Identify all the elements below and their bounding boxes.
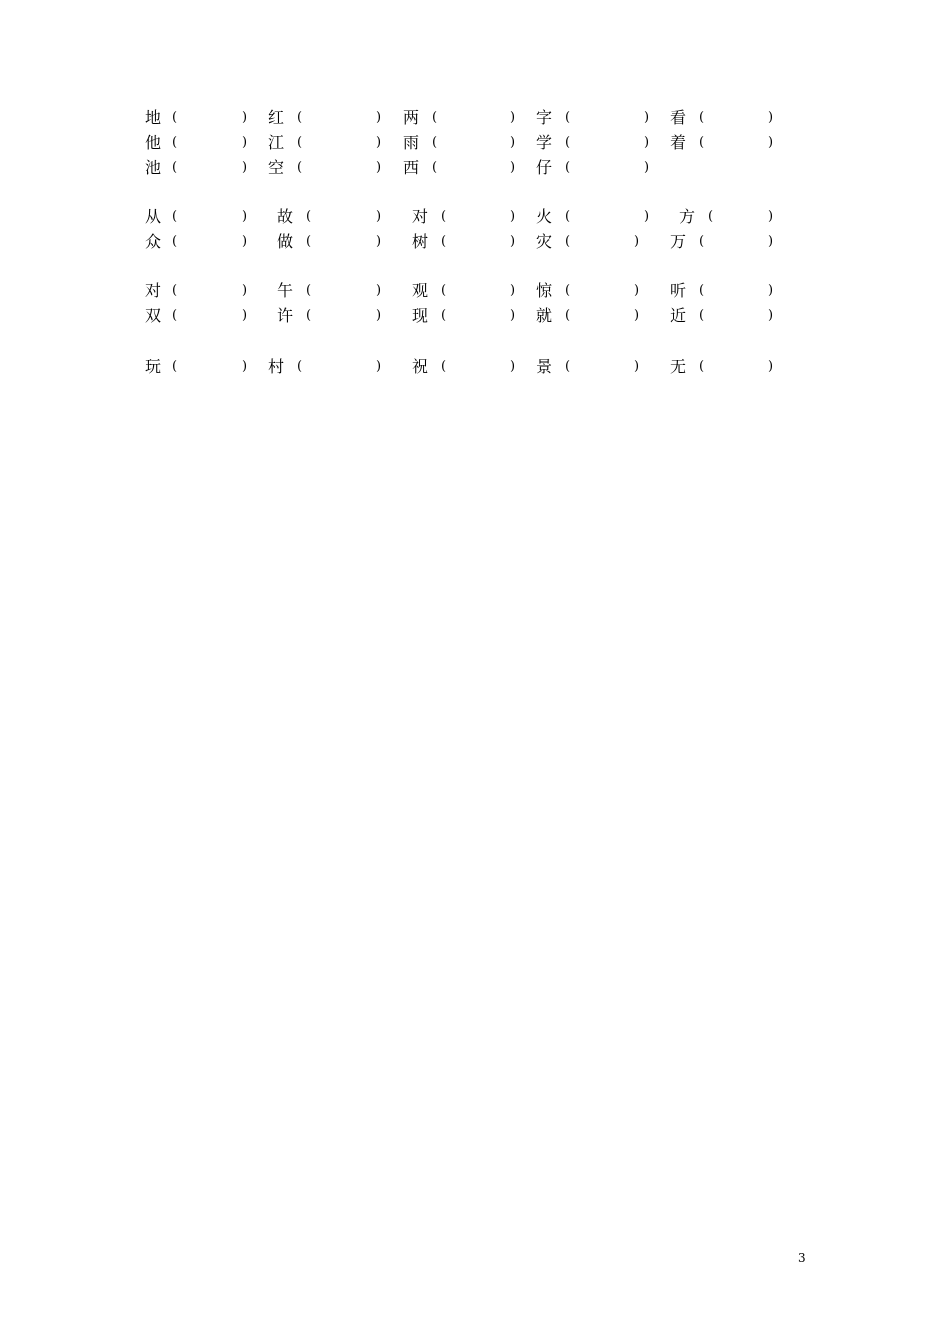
answer-blank-open: ( bbox=[699, 308, 705, 323]
answer-blank-close: ) bbox=[768, 110, 774, 125]
character-prompt: 灾 bbox=[536, 232, 553, 251]
character-prompt: 双 bbox=[145, 306, 162, 325]
answer-blank-open: ( bbox=[172, 209, 178, 224]
character-prompt: 仔 bbox=[536, 158, 553, 177]
answer-blank-close: ) bbox=[510, 160, 516, 175]
answer-blank-open: ( bbox=[441, 234, 447, 249]
character-prompt: 玩 bbox=[145, 357, 162, 376]
character-prompt: 学 bbox=[536, 133, 553, 152]
character-prompt: 树 bbox=[412, 232, 429, 251]
character-prompt: 众 bbox=[145, 232, 162, 251]
character-prompt: 西 bbox=[403, 158, 420, 177]
answer-blank-open: ( bbox=[306, 209, 312, 224]
character-prompt: 看 bbox=[670, 108, 687, 127]
answer-blank-open: ( bbox=[172, 359, 178, 374]
character-prompt: 无 bbox=[670, 357, 687, 376]
answer-blank-open: ( bbox=[172, 283, 178, 298]
answer-blank-close: ) bbox=[768, 308, 774, 323]
answer-blank-close: ) bbox=[644, 110, 650, 125]
answer-blank-close: ) bbox=[242, 135, 248, 150]
answer-blank-open: ( bbox=[306, 234, 312, 249]
character-prompt: 景 bbox=[536, 357, 553, 376]
character-prompt: 方 bbox=[679, 207, 696, 226]
answer-blank-close: ) bbox=[376, 160, 382, 175]
character-prompt: 现 bbox=[412, 306, 429, 325]
answer-blank-open: ( bbox=[297, 359, 303, 374]
answer-blank-close: ) bbox=[510, 135, 516, 150]
answer-blank-close: ) bbox=[242, 359, 248, 374]
character-prompt: 空 bbox=[268, 158, 285, 177]
answer-blank-close: ) bbox=[768, 283, 774, 298]
character-prompt: 许 bbox=[277, 306, 294, 325]
answer-blank-open: ( bbox=[565, 359, 571, 374]
character-prompt: 做 bbox=[277, 232, 294, 251]
character-prompt: 观 bbox=[412, 281, 429, 300]
answer-blank-open: ( bbox=[441, 359, 447, 374]
answer-blank-close: ) bbox=[510, 359, 516, 374]
answer-blank-close: ) bbox=[242, 308, 248, 323]
answer-blank-close: ) bbox=[510, 283, 516, 298]
answer-blank-close: ) bbox=[376, 209, 382, 224]
answer-blank-open: ( bbox=[441, 209, 447, 224]
character-prompt: 故 bbox=[277, 207, 294, 226]
answer-blank-close: ) bbox=[644, 135, 650, 150]
answer-blank-open: ( bbox=[172, 135, 178, 150]
answer-blank-close: ) bbox=[242, 234, 248, 249]
answer-blank-open: ( bbox=[565, 160, 571, 175]
character-prompt: 对 bbox=[145, 281, 162, 300]
character-prompt: 近 bbox=[670, 306, 687, 325]
page-number: 3 bbox=[798, 1251, 806, 1265]
answer-blank-close: ) bbox=[634, 283, 640, 298]
answer-blank-open: ( bbox=[699, 283, 705, 298]
answer-blank-close: ) bbox=[634, 234, 640, 249]
answer-blank-open: ( bbox=[172, 234, 178, 249]
character-prompt: 他 bbox=[145, 133, 162, 152]
character-prompt: 午 bbox=[277, 281, 294, 300]
character-prompt: 字 bbox=[536, 108, 553, 127]
answer-blank-close: ) bbox=[510, 308, 516, 323]
answer-blank-open: ( bbox=[565, 308, 571, 323]
answer-blank-close: ) bbox=[242, 110, 248, 125]
answer-blank-close: ) bbox=[634, 308, 640, 323]
answer-blank-open: ( bbox=[699, 359, 705, 374]
answer-blank-open: ( bbox=[306, 308, 312, 323]
answer-blank-open: ( bbox=[172, 308, 178, 323]
character-prompt: 万 bbox=[670, 232, 687, 251]
answer-blank-open: ( bbox=[441, 308, 447, 323]
character-prompt: 就 bbox=[536, 306, 553, 325]
character-prompt: 对 bbox=[412, 207, 429, 226]
answer-blank-close: ) bbox=[768, 359, 774, 374]
answer-blank-close: ) bbox=[242, 209, 248, 224]
worksheet-row bbox=[0, 227, 950, 257]
character-prompt: 祝 bbox=[412, 357, 429, 376]
answer-blank-close: ) bbox=[376, 110, 382, 125]
answer-blank-close: ) bbox=[242, 283, 248, 298]
character-prompt: 村 bbox=[268, 357, 285, 376]
answer-blank-open: ( bbox=[306, 283, 312, 298]
character-prompt: 地 bbox=[145, 108, 162, 127]
character-prompt: 江 bbox=[268, 133, 285, 152]
answer-blank-close: ) bbox=[376, 308, 382, 323]
character-prompt: 两 bbox=[403, 108, 420, 127]
answer-blank-close: ) bbox=[644, 209, 650, 224]
answer-blank-close: ) bbox=[768, 135, 774, 150]
answer-blank-close: ) bbox=[376, 283, 382, 298]
worksheet-row bbox=[0, 153, 950, 183]
answer-blank-open: ( bbox=[565, 110, 571, 125]
character-prompt: 从 bbox=[145, 207, 162, 226]
answer-blank-open: ( bbox=[432, 110, 438, 125]
answer-blank-close: ) bbox=[510, 209, 516, 224]
character-prompt: 听 bbox=[670, 281, 687, 300]
answer-blank-open: ( bbox=[565, 283, 571, 298]
answer-blank-open: ( bbox=[297, 160, 303, 175]
answer-blank-open: ( bbox=[699, 110, 705, 125]
answer-blank-close: ) bbox=[376, 359, 382, 374]
answer-blank-open: ( bbox=[565, 135, 571, 150]
answer-blank-open: ( bbox=[297, 135, 303, 150]
answer-blank-close: ) bbox=[768, 234, 774, 249]
character-prompt: 火 bbox=[536, 207, 553, 226]
worksheet-row bbox=[0, 301, 950, 331]
answer-blank-open: ( bbox=[432, 135, 438, 150]
worksheet-row bbox=[0, 352, 950, 382]
character-prompt: 雨 bbox=[403, 133, 420, 152]
answer-blank-open: ( bbox=[432, 160, 438, 175]
answer-blank-open: ( bbox=[699, 234, 705, 249]
answer-blank-open: ( bbox=[708, 209, 714, 224]
character-prompt: 池 bbox=[145, 158, 162, 177]
answer-blank-open: ( bbox=[699, 135, 705, 150]
character-prompt: 红 bbox=[268, 108, 285, 127]
answer-blank-close: ) bbox=[510, 234, 516, 249]
answer-blank-open: ( bbox=[565, 209, 571, 224]
answer-blank-open: ( bbox=[297, 110, 303, 125]
answer-blank-close: ) bbox=[376, 135, 382, 150]
answer-blank-close: ) bbox=[242, 160, 248, 175]
character-prompt: 着 bbox=[670, 133, 687, 152]
answer-blank-open: ( bbox=[172, 110, 178, 125]
answer-blank-close: ) bbox=[634, 359, 640, 374]
answer-blank-close: ) bbox=[644, 160, 650, 175]
answer-blank-open: ( bbox=[172, 160, 178, 175]
answer-blank-close: ) bbox=[510, 110, 516, 125]
answer-blank-open: ( bbox=[441, 283, 447, 298]
answer-blank-close: ) bbox=[376, 234, 382, 249]
answer-blank-open: ( bbox=[565, 234, 571, 249]
answer-blank-close: ) bbox=[768, 209, 774, 224]
character-prompt: 惊 bbox=[536, 281, 553, 300]
